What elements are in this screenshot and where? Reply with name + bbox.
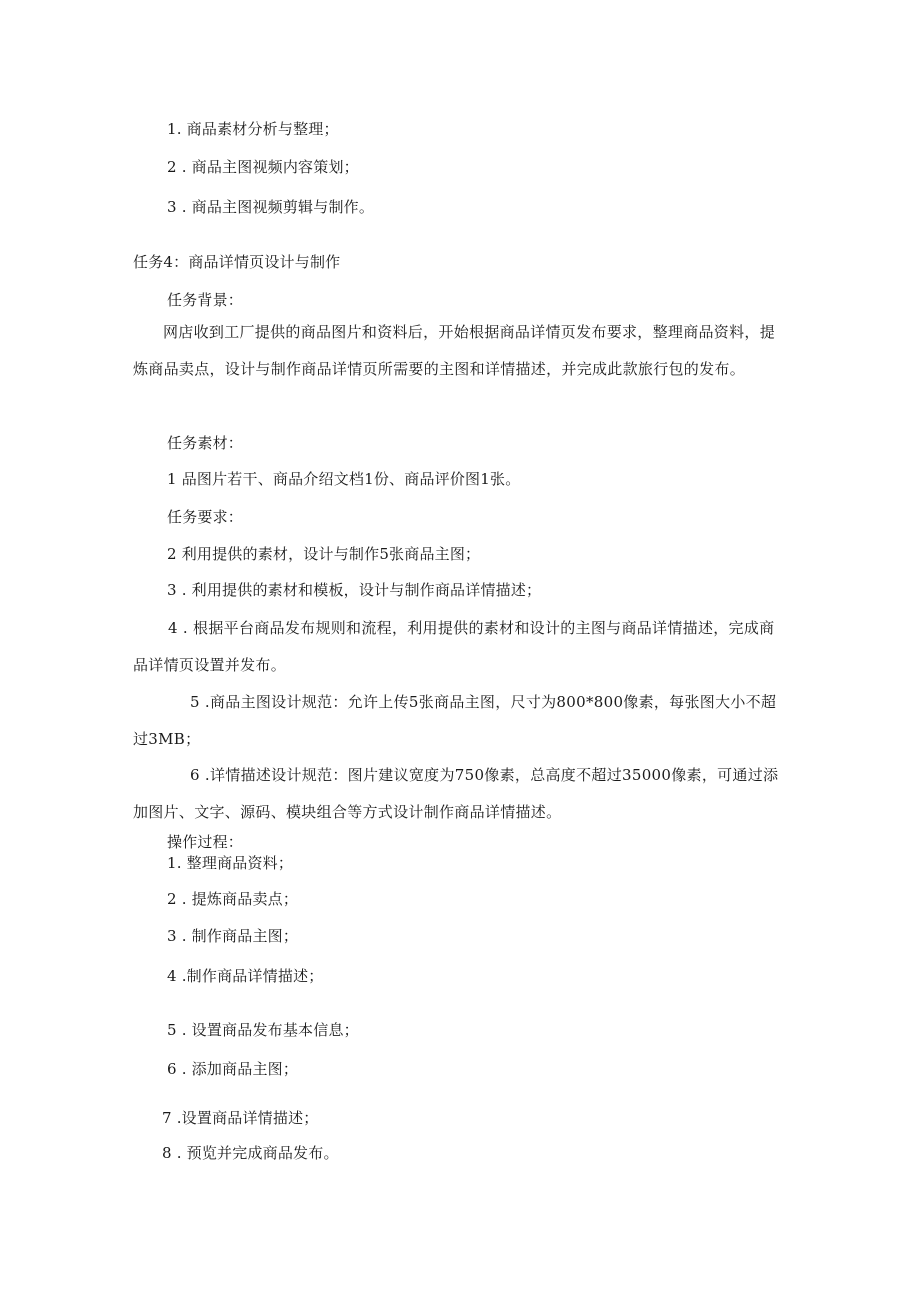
requirement-item: 4 . 根据平台商品发布规则和流程，利用提供的素材和设计的主图与商品详情描述，完成商品详情页设置并发布。	[133, 619, 775, 674]
process-step: 1. 整理商品资料；	[167, 854, 294, 872]
requirement-item: 5 .商品主图设计规范：允许上传5张商品主图，尺寸为800*800像素，每张图大小不超过3MB；	[133, 693, 777, 748]
process-step: 8 . 预览并完成商品发布。	[162, 1144, 339, 1162]
list-item: 2 . 商品主图视频内容策划；	[167, 158, 359, 176]
process-step: 2 . 提炼商品卖点；	[167, 890, 299, 908]
list-item: 1. 商品素材分析与整理；	[167, 120, 339, 138]
process-step: 3 . 制作商品主图；	[167, 927, 299, 945]
process-label: 操作过程：	[167, 833, 244, 851]
task-heading: 任务4：商品详情页设计与制作	[133, 253, 341, 271]
process-step: 7 .设置商品详情描述；	[162, 1109, 319, 1127]
process-step: 5 . 设置商品发布基本信息；	[167, 1021, 359, 1039]
requirement-item: 3 . 利用提供的素材和模板，设计与制作商品详情描述；	[167, 581, 542, 599]
list-item: 3 . 商品主图视频剪辑与制作。	[167, 198, 375, 216]
process-step: 4 .制作商品详情描述；	[167, 967, 324, 985]
requirement-item: 2 利用提供的素材，设计与制作5张商品主图；	[167, 545, 481, 563]
materials-item: 1 品图片若干、商品介绍文档1份、商品评价图1张。	[167, 470, 521, 488]
background-paragraph: 网店收到工厂提供的商品图片和资料后，开始根据商品详情页发布要求，整理商品资料，提炼商品卖点，设计与制作商品详情页所需要的主图和详情描述，并完成此款旅行包的发布。	[133, 323, 776, 378]
requirements-label: 任务要求：	[167, 508, 244, 526]
requirement-item: 6 .详情描述设计规范：图片建议宽度为750像素，总高度不超过35000像素，可通过添加图片、文字、源码、模块组合等方式设计制作商品详情描述。	[133, 766, 779, 821]
process-step: 6 . 添加商品主图；	[167, 1060, 299, 1078]
background-label: 任务背景：	[167, 291, 244, 309]
materials-label: 任务素材：	[167, 434, 244, 452]
